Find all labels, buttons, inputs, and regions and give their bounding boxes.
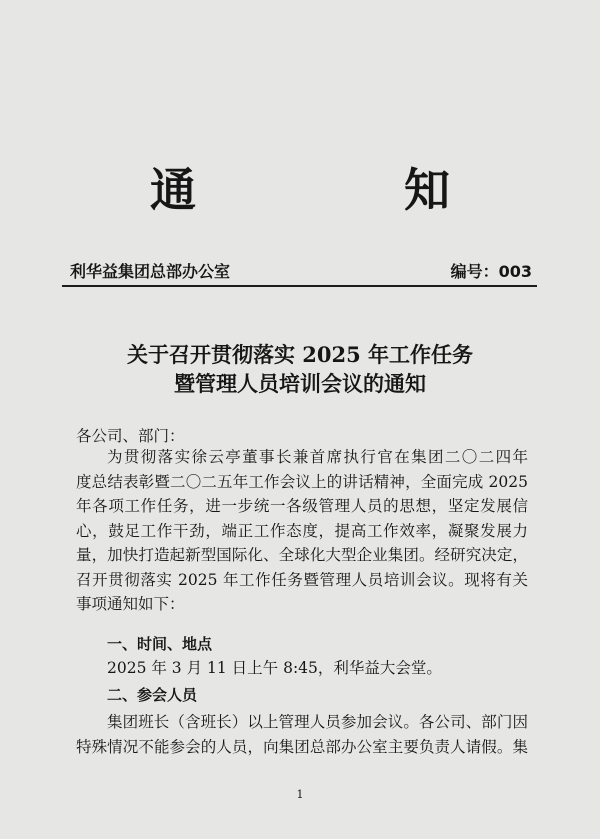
section-2-line: 特殊情况不能参会的人员，向集团总部办公室主要负责人请假。集 bbox=[76, 738, 528, 756]
header-divider bbox=[62, 285, 537, 287]
intro-line: 心，鼓足工作干劲，端正工作态度，提高工作效率，凝聚发展力 bbox=[76, 521, 528, 540]
intro-line: 为贯彻落实徐云亭董事长兼首席执行官在集团二〇二四年 bbox=[107, 448, 528, 466]
section-2-heading: 二、参会人员 bbox=[107, 686, 198, 704]
intro-line: 度总结表彰暨二〇二五年工作会议上的讲话精神，全面完成 2025 bbox=[76, 472, 528, 491]
section-1-heading: 一、时间、地点 bbox=[107, 635, 213, 653]
intro-line: 量，加快打造起新型国际化、全球化大型企业集团。经研究决定， bbox=[76, 546, 528, 564]
page-number: 1 bbox=[296, 788, 304, 801]
notice-title bbox=[150, 152, 450, 222]
section-1-text: 2025 年 3 月 11 日上午 8:45，利华益大会堂。 bbox=[107, 659, 442, 677]
subject-line-2: 暨管理人员培训会议的通知 bbox=[174, 371, 426, 396]
intro-line: 事项通知如下： bbox=[76, 595, 185, 613]
subject-line-1: 关于召开贯彻落实 2025 年工作任务 bbox=[126, 342, 474, 367]
notice-subject bbox=[100, 340, 500, 398]
notice-title-char-1: 通 bbox=[150, 163, 196, 217]
section-2-paragraph bbox=[76, 710, 528, 760]
notice-title-char-2: 知 bbox=[404, 163, 450, 217]
intro-paragraph bbox=[76, 445, 528, 617]
salutation: 各公司、部门： bbox=[76, 427, 185, 445]
document-header bbox=[70, 258, 532, 282]
intro-line: 召开贯彻落实 2025 年工作任务暨管理人员培训会议。现将有关 bbox=[76, 570, 528, 589]
intro-line: 年各项工作任务，进一步统一各级管理人员的思想，坚定发展信 bbox=[76, 497, 528, 515]
section-2-line: 集团班长（含班长）以上管理人员参加会议。各公司、部门因 bbox=[107, 713, 528, 731]
issuer-name: 利华益集团总部办公室 bbox=[70, 261, 231, 281]
document-number: 编号：003 bbox=[450, 261, 532, 281]
